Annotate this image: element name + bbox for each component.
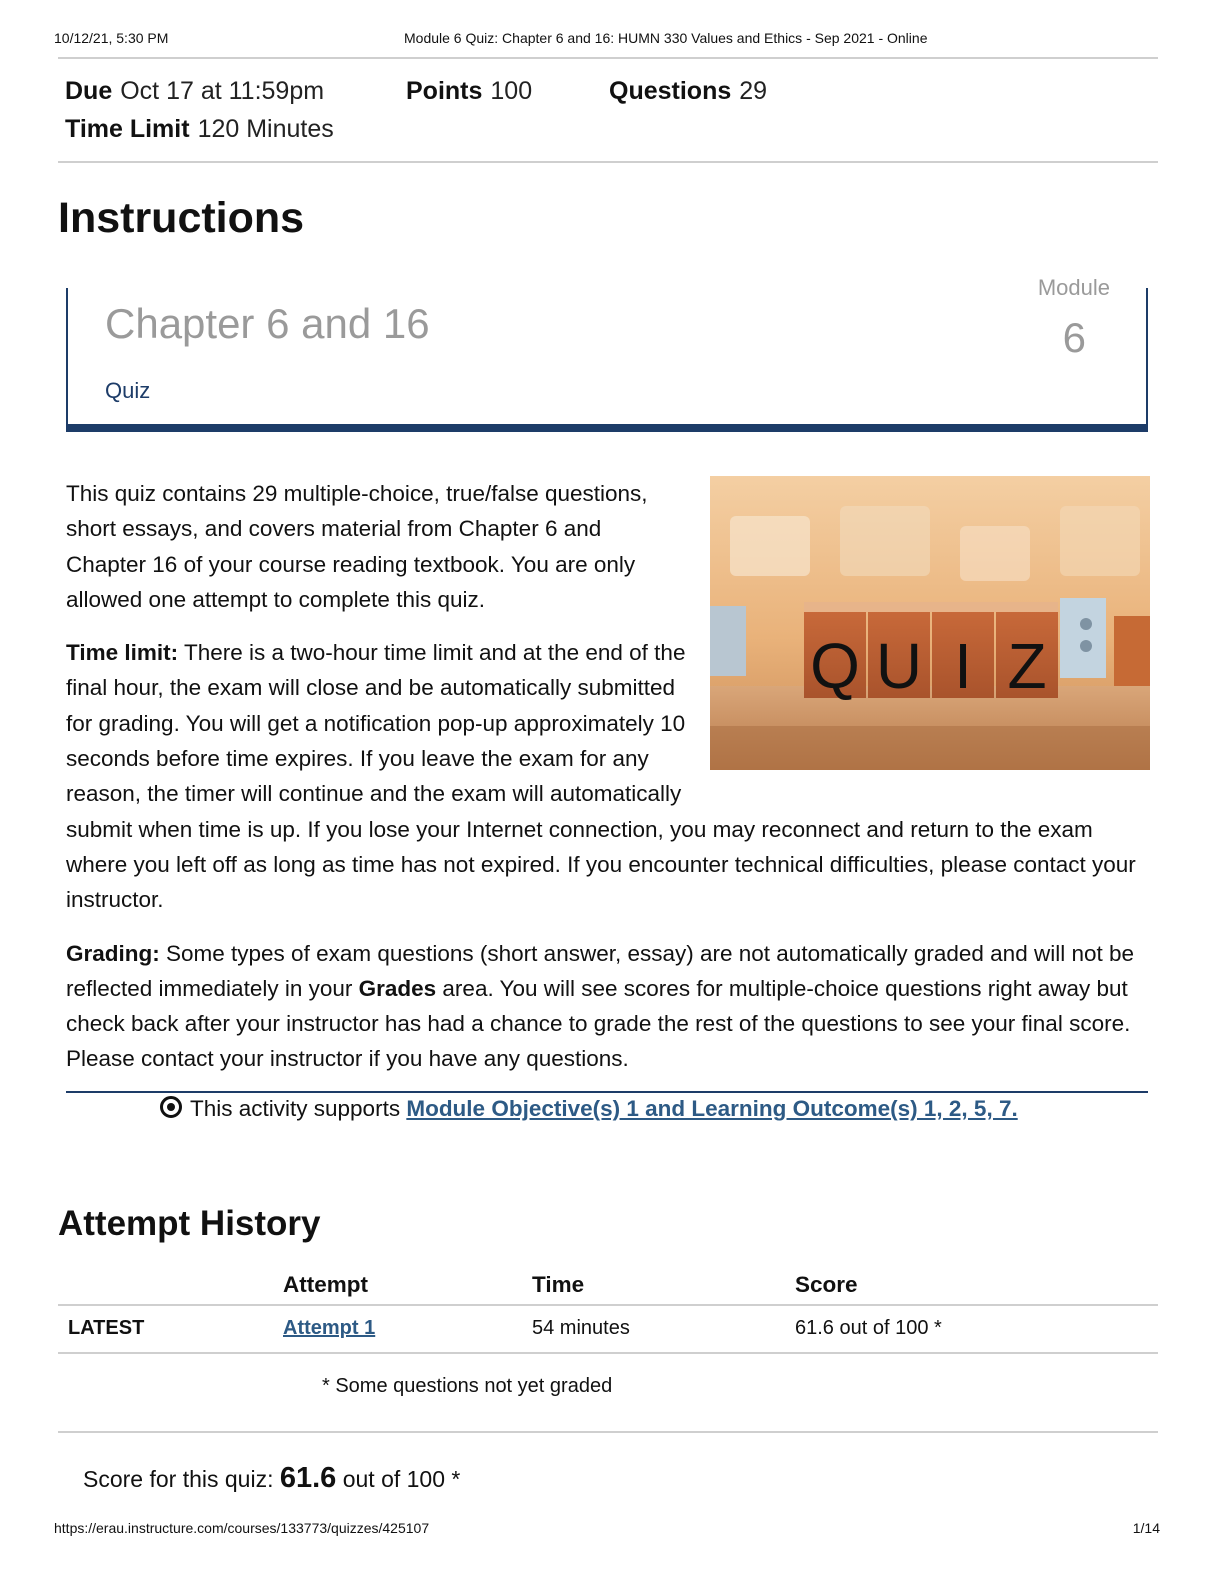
points xyxy=(406,77,532,106)
instructions-heading: Instructions xyxy=(58,194,305,242)
divider xyxy=(58,1431,1158,1433)
time-limit-text: There is a two-hour time limit and at the end of the final hour, the exam will close and be automatically submitted for grading. You will get a notification pop-up approximately 10 seconds before time expires. If you leave the exam for any reason, the timer will continue and the exam will automatically submit when time is up. If you lose your Internet connection, you may reconnect and return to the exam where you left off as long as time has not expired. If you encounter technical difficulties, please contact your instructor. xyxy=(66,640,1136,913)
objective-support-line xyxy=(160,1096,1018,1122)
table-row xyxy=(283,1317,375,1340)
support-divider xyxy=(66,1091,1148,1093)
quiz-letter: Z xyxy=(1007,630,1047,702)
questions-value: 29 xyxy=(739,77,768,105)
support-text: This activity supports xyxy=(190,1096,407,1121)
grading-text-continued: area. You will see scores for multiple-choice questions right away but check back after your instructor has had a chance to grade the rest of the questions to see your final score. Please contact your instructor if you have any questions. xyxy=(66,975,1131,1072)
attempt-score: 61.6 out of 100 * xyxy=(795,1317,942,1339)
grading-text: Some types of exam questions (short answer, essay) are not automatically graded and will not be reflected immediately in your xyxy=(66,940,1135,1001)
table-row-divider xyxy=(58,1352,1158,1354)
attempt-time: 54 minutes xyxy=(532,1317,630,1339)
row-latest-label: LATEST xyxy=(68,1317,145,1339)
not-graded-note: * Some questions not yet graded xyxy=(322,1375,613,1397)
points-label: Points xyxy=(406,77,483,105)
grading-heading: Grading: xyxy=(66,940,160,966)
score-prefix: Score for this quiz: xyxy=(83,1466,280,1492)
time-limit-value: 120 Minutes xyxy=(197,115,334,143)
divider xyxy=(58,161,1158,163)
column-header-score: Score xyxy=(795,1272,858,1297)
attempt-history-heading: Attempt History xyxy=(58,1204,321,1243)
questions xyxy=(609,77,767,106)
column-header-time: Time xyxy=(532,1272,585,1297)
module-banner xyxy=(66,275,1148,432)
points-value: 100 xyxy=(490,77,533,105)
score-suffix: out of 100 * xyxy=(336,1466,461,1492)
instructions-body xyxy=(66,476,1150,1095)
module-objectives-link[interactable]: Module Objective(s) 1 and Learning Outcome(s) 1, 2, 5, 7. xyxy=(406,1096,1018,1121)
column-header-attempt: Attempt xyxy=(283,1272,368,1297)
score-value: 61.6 xyxy=(279,1462,337,1494)
grades-area-label: Grades xyxy=(358,975,437,1001)
table-header-divider xyxy=(58,1304,1158,1306)
time-limit xyxy=(65,115,334,144)
page-number: 1/14 xyxy=(1132,1520,1160,1536)
quiz-letter: U xyxy=(875,630,923,702)
quiz-letter: I xyxy=(954,630,972,702)
target-icon xyxy=(160,1096,182,1118)
banner-subtitle: Quiz xyxy=(105,378,151,403)
print-page-title: Module 6 Quiz: Chapter 6 and 16: HUMN 330 Values and Ethics - Sep 2021 - Online xyxy=(404,30,928,46)
due-date xyxy=(65,77,324,106)
questions-label: Questions xyxy=(609,77,732,105)
module-label: Module xyxy=(1037,275,1110,300)
time-limit-label: Time Limit xyxy=(65,115,190,143)
time-limit-heading: Time limit: xyxy=(66,640,179,666)
attempt-1-link[interactable]: Attempt 1 xyxy=(283,1317,376,1339)
quiz-score xyxy=(83,1462,460,1495)
due-value: Oct 17 at 11:59pm xyxy=(120,77,325,105)
banner-title: Chapter 6 and 16 xyxy=(105,300,430,347)
module-number: 6 xyxy=(1062,314,1086,361)
due-label: Due xyxy=(65,77,113,105)
print-url: https://erau.instructure.com/courses/133773/quizzes/425107 xyxy=(54,1520,430,1536)
quiz-letter: Q xyxy=(810,630,860,702)
intro-paragraph: This quiz contains 29 multiple-choice, true/false questions, short essays, and covers material from Chapter 6 and Chapter 16 of your course reading textbook. You are only allowed one attempt to complete this quiz. xyxy=(66,481,648,612)
quiz-blocks-image xyxy=(710,476,1150,770)
quiz-blocks-illustration xyxy=(710,476,1150,770)
divider xyxy=(58,57,1158,59)
print-datetime: 10/12/21, 5:30 PM xyxy=(54,30,169,46)
grading-paragraph xyxy=(66,936,1150,1077)
